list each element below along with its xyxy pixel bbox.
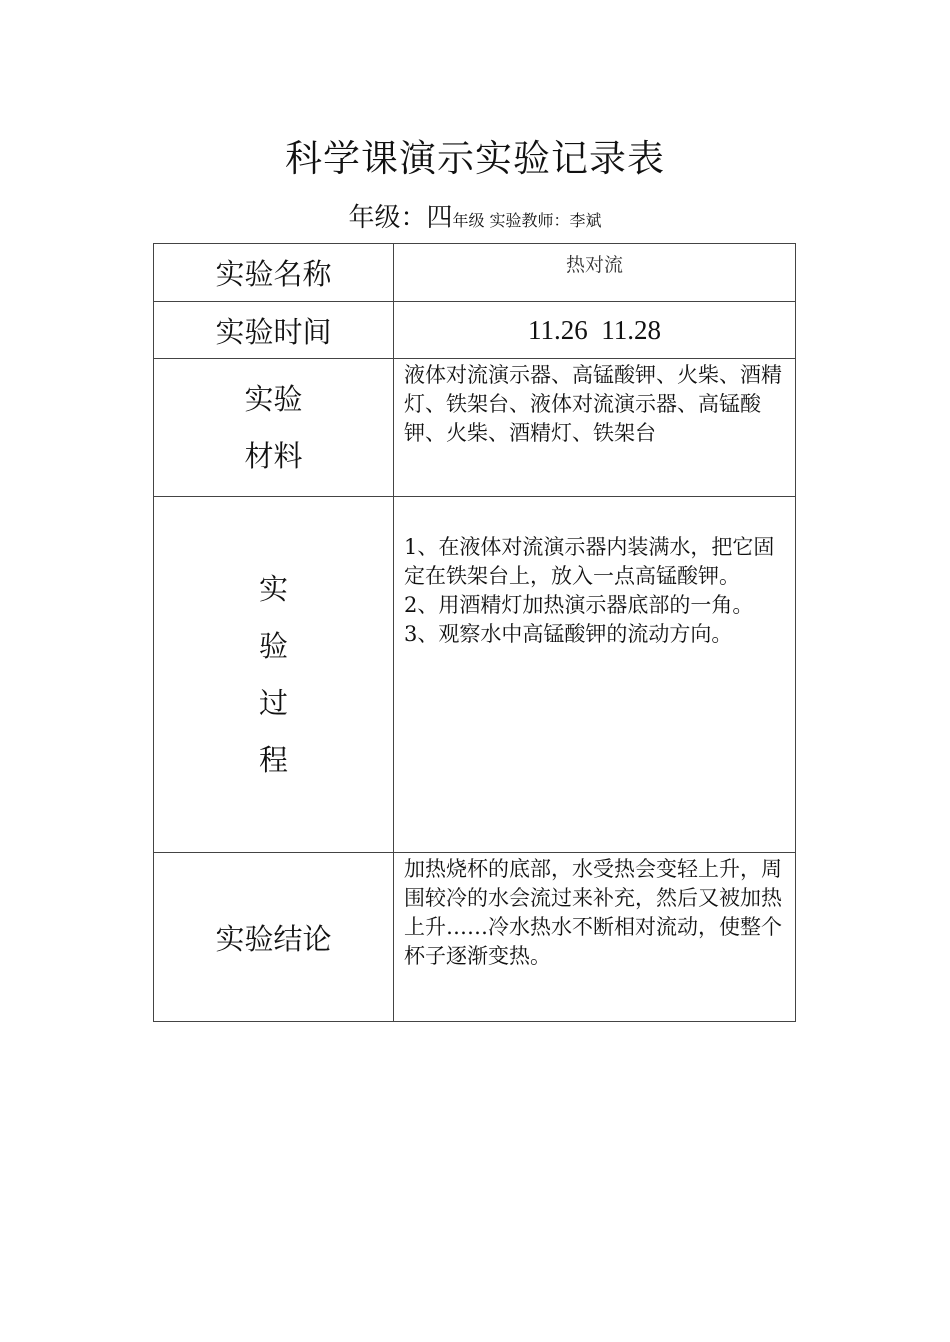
process-step: 3、观察水中高锰酸钾的流动方向。: [404, 622, 733, 646]
materials-label: [154, 359, 394, 497]
process-step: 1、在液体对流演示器内装满水，把它固定在铁架台上，放入一点高锰酸钾。: [404, 535, 775, 588]
record-table: [153, 243, 796, 1022]
grade-label: 年级：: [348, 203, 427, 233]
process-value: [394, 497, 796, 853]
table-row: [154, 853, 796, 1022]
name-value: 热对流: [394, 244, 796, 302]
table-row: [154, 302, 796, 359]
materials-value: 液体对流演示器、高锰酸钾、火柴、酒精灯、铁架台、液体对流演示器、高锰酸钾、火柴、酒精灯、铁架台: [394, 359, 796, 497]
process-step: 2、用酒精灯加热演示器底部的一角。: [404, 593, 754, 617]
process-label-char: 验: [258, 628, 288, 663]
process-label-char: 过: [258, 685, 288, 720]
materials-label-line: 材料: [244, 438, 303, 473]
materials-label-line: 实验: [244, 381, 303, 416]
conclusion-label: 实验结论: [154, 853, 394, 1022]
process-label-char: 程: [258, 742, 288, 777]
table-row: [154, 359, 796, 497]
process-label: [154, 497, 394, 853]
time-value: 11.26 11.28: [394, 302, 796, 359]
materials-label-lines: [154, 371, 393, 485]
time-label: 实验时间: [154, 302, 394, 359]
grade-teacher-line: [0, 198, 950, 241]
process-label-char: 实: [258, 571, 288, 606]
name-label: 实验名称: [154, 244, 394, 302]
document-title: 科学课演示实验记录表: [285, 137, 665, 180]
table-row: [154, 497, 796, 853]
grade-value: 四: [426, 203, 453, 233]
conclusion-value: 加热烧杯的底部，水受热会变轻上升，周围较冷的水会流过来补充，然后又被加热上升……冷水热水不断相对流动，使整个杯子逐渐变热。: [394, 853, 796, 1022]
process-label-chars: [259, 561, 288, 789]
grade-teacher-text: 年级 实验教师：李斌: [452, 211, 602, 230]
table-row: [154, 244, 796, 302]
